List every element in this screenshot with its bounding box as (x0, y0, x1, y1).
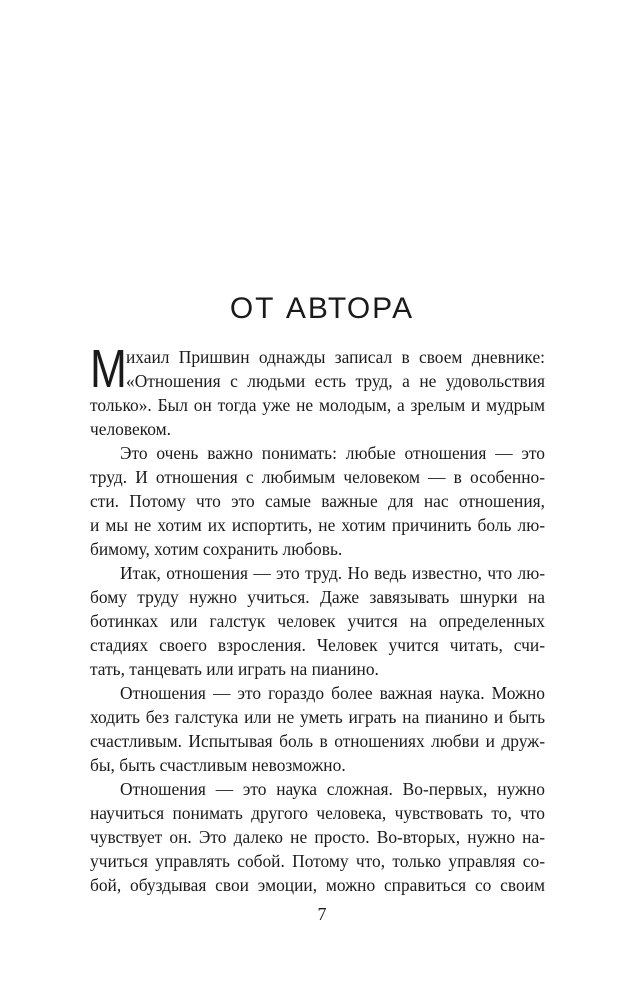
text-line-content: ихаил Пришвин однажды записал в своем дневнике: (126, 347, 545, 367)
text-line: ботинках или галстук человек учится на определенных (90, 611, 545, 631)
text-line: научиться понимать другого человека, чувствовать то, что (90, 803, 545, 823)
text-line: ходить без галстука или не уметь играть на пианино и быть (90, 707, 545, 727)
paragraph-3 (90, 561, 545, 681)
text-line: бому труду нужно учиться. Даже завязывать шнурки на (90, 587, 545, 607)
paragraph-5 (90, 777, 545, 897)
text-line: бимому, хотим сохранить любовь. (90, 539, 343, 559)
paragraph-1 (90, 339, 545, 441)
page-number: 7 (317, 904, 327, 924)
text-line: Отношения — это гораздо более важная наука. Можно (120, 683, 545, 703)
drop-cap: М (90, 339, 127, 399)
text-line: тать, танцевать или играть на пианино. (90, 659, 379, 679)
paragraph-2 (90, 441, 545, 561)
text-line: Отношения — это наука сложная. Во-первых, нужно (120, 779, 545, 799)
text-line: труд. И отношения с любимым человеком — в особенно- (90, 467, 545, 487)
chapter-heading: ОТ АВТОРА (229, 292, 415, 325)
text-line: Итак, отношения — это труд. Но ведь известно, что лю- (120, 563, 545, 583)
text-line: стадиях своего взросления. Человек учится читать, счи- (90, 635, 545, 655)
text-line: сти. Потому что это самые важные для нас отношения, (90, 491, 545, 511)
text-line: учиться управлять собой. Потому что, только управляя со- (90, 851, 545, 871)
text-line: счастливым. Испытывая боль в отношениях любви и друж- (90, 731, 545, 751)
text-line: только». Был он тогда уже не молодым, а зрелым и мудрым (90, 395, 545, 415)
text-line: человеком. (90, 419, 171, 439)
paragraph-4 (90, 681, 545, 777)
text-line: бой, обуздывая свои эмоции, можно справиться со своим (90, 875, 545, 895)
text-line: и мы не хотим их испортить, не хотим причинить боль лю- (90, 515, 545, 535)
text-line: чувствует он. Это далеко не просто. Во-вторых, нужно на- (90, 827, 545, 847)
text-line: бы, быть счастливым невозможно. (90, 755, 346, 775)
text-line: Это очень важно понимать: любые отношения — это (120, 443, 545, 463)
text-line: «Отношения с людьми есть труд, а не удовольствия (126, 371, 545, 391)
body-text (90, 339, 545, 897)
